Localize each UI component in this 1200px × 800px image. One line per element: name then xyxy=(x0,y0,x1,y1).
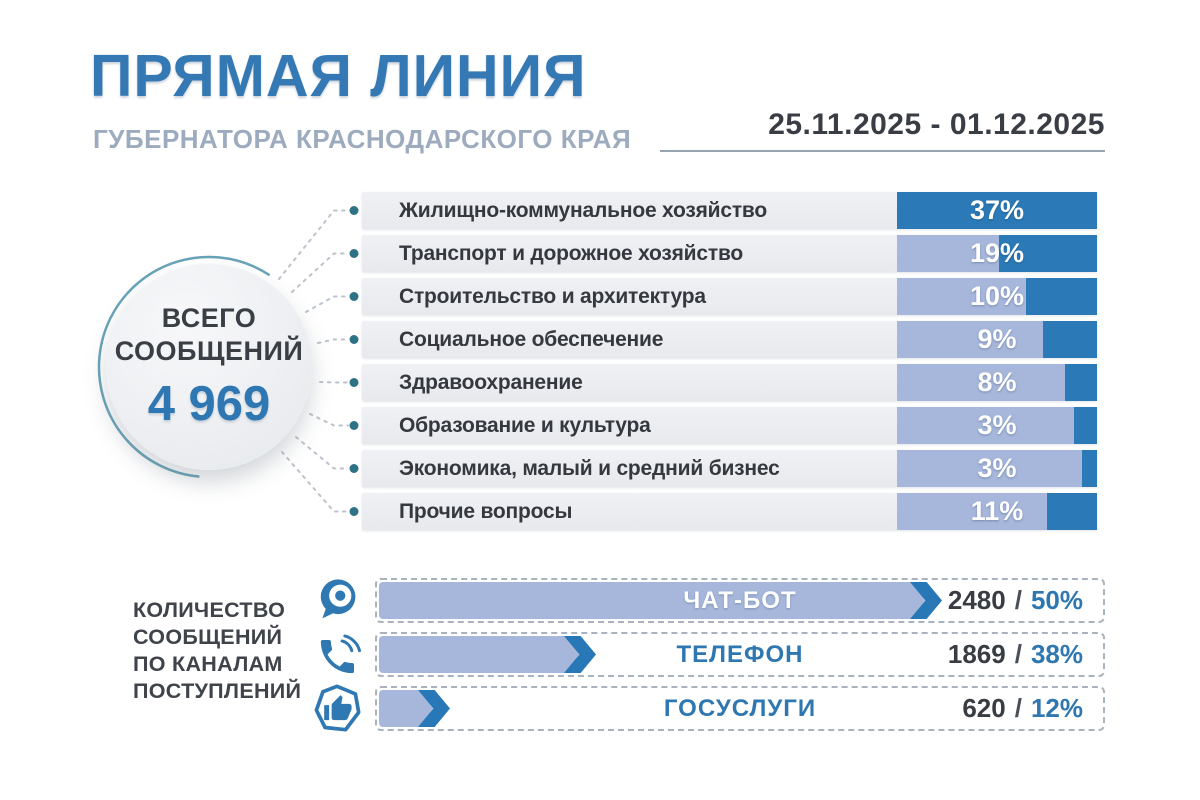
category-row-ekonomika xyxy=(362,450,1097,487)
channels-caption-line: КОЛИЧЕСТВО xyxy=(133,598,286,622)
category-percent: 10% xyxy=(969,281,1025,311)
channel-percent: 38% xyxy=(1030,639,1083,669)
category-label: Транспорт и дорожное хозяйство xyxy=(399,241,744,265)
category-percent: 8% xyxy=(977,367,1017,397)
category-row-stroitelstvo xyxy=(362,278,1097,315)
channel-value xyxy=(948,580,1083,621)
total-value: 4 969 xyxy=(147,377,271,431)
category-percent: 19% xyxy=(969,238,1025,268)
category-percent: 11% xyxy=(970,496,1024,526)
category-percent: 3% xyxy=(977,410,1017,440)
channel-row-chatbot xyxy=(375,578,1105,623)
channel-track xyxy=(375,632,1105,677)
channel-value xyxy=(948,634,1083,675)
category-bar-list xyxy=(362,192,1097,536)
page-title: ПРЯМАЯ ЛИНИЯ xyxy=(90,43,587,109)
category-bar xyxy=(897,493,1097,530)
channel-label: ТЕЛЕФОН xyxy=(676,640,804,668)
channel-row-gosuslugi xyxy=(375,686,1105,731)
channel-track xyxy=(375,578,1105,623)
channel-bar-list xyxy=(375,578,1105,740)
channel-value xyxy=(962,688,1083,729)
category-bar xyxy=(897,407,1097,444)
category-label: Прочие вопросы xyxy=(399,499,573,523)
category-row-obrazovanie xyxy=(362,407,1097,444)
category-bar xyxy=(897,192,1097,229)
category-bar xyxy=(897,364,1097,401)
channel-count: 620 xyxy=(962,693,1006,723)
channels-caption xyxy=(133,597,301,705)
date-range: 25.11.2025 - 01.12.2025 xyxy=(768,108,1105,141)
channels-caption-line: СООБЩЕНИЙ xyxy=(133,625,283,649)
channel-separator: / xyxy=(1014,585,1022,615)
connector-dots xyxy=(350,206,359,516)
channel-count: 1869 xyxy=(947,639,1006,669)
category-bar xyxy=(897,321,1097,358)
category-bar xyxy=(897,278,1097,315)
channels-caption-line: ПОСТУПЛЕНИЙ xyxy=(133,679,302,703)
category-label: Строительство и архитектура xyxy=(399,284,706,308)
channel-separator: / xyxy=(1014,693,1022,723)
channel-label: ГОСУСЛУГИ xyxy=(663,694,817,722)
phone-icon xyxy=(311,628,363,680)
channel-track xyxy=(375,686,1105,731)
category-row-zdravoohranenie xyxy=(362,364,1097,401)
channels-caption-line: ПО КАНАЛАМ xyxy=(133,652,283,676)
channel-percent: 50% xyxy=(1030,585,1083,615)
category-row-prochie xyxy=(362,493,1097,530)
category-bar xyxy=(897,450,1097,487)
category-label: Жилищно-коммунальное хозяйство xyxy=(399,198,767,222)
category-label: Образование и культура xyxy=(399,413,651,437)
category-label: Социальное обеспечение xyxy=(399,327,664,351)
channel-count: 2480 xyxy=(947,585,1006,615)
chat-icon xyxy=(311,574,363,626)
channel-label: ЧАТ-БОТ xyxy=(683,586,797,614)
channel-separator: / xyxy=(1014,639,1022,669)
category-percent: 37% xyxy=(969,195,1025,225)
category-label: Экономика, малый и средний бизнес xyxy=(399,456,780,480)
category-percent: 3% xyxy=(977,453,1017,483)
channel-percent: 12% xyxy=(1030,693,1083,723)
category-bar xyxy=(897,235,1097,272)
channel-row-telephone xyxy=(375,632,1105,677)
category-percent: 9% xyxy=(977,324,1017,354)
page-subtitle: ГУБЕРНАТОРА КРАСНОДАРСКОГО КРАЯ xyxy=(93,124,632,154)
category-row-transport xyxy=(362,235,1097,272)
category-row-zhkh xyxy=(362,192,1097,229)
total-label-line1: ВСЕГО xyxy=(161,303,257,333)
category-row-socialnoe xyxy=(362,321,1097,358)
total-label-line2: СООБЩЕНИЙ xyxy=(114,336,304,366)
total-messages-circle xyxy=(106,264,312,470)
gosuslugi-icon xyxy=(311,682,363,734)
header-divider xyxy=(660,150,1105,152)
category-label: Здравоохранение xyxy=(399,370,583,394)
